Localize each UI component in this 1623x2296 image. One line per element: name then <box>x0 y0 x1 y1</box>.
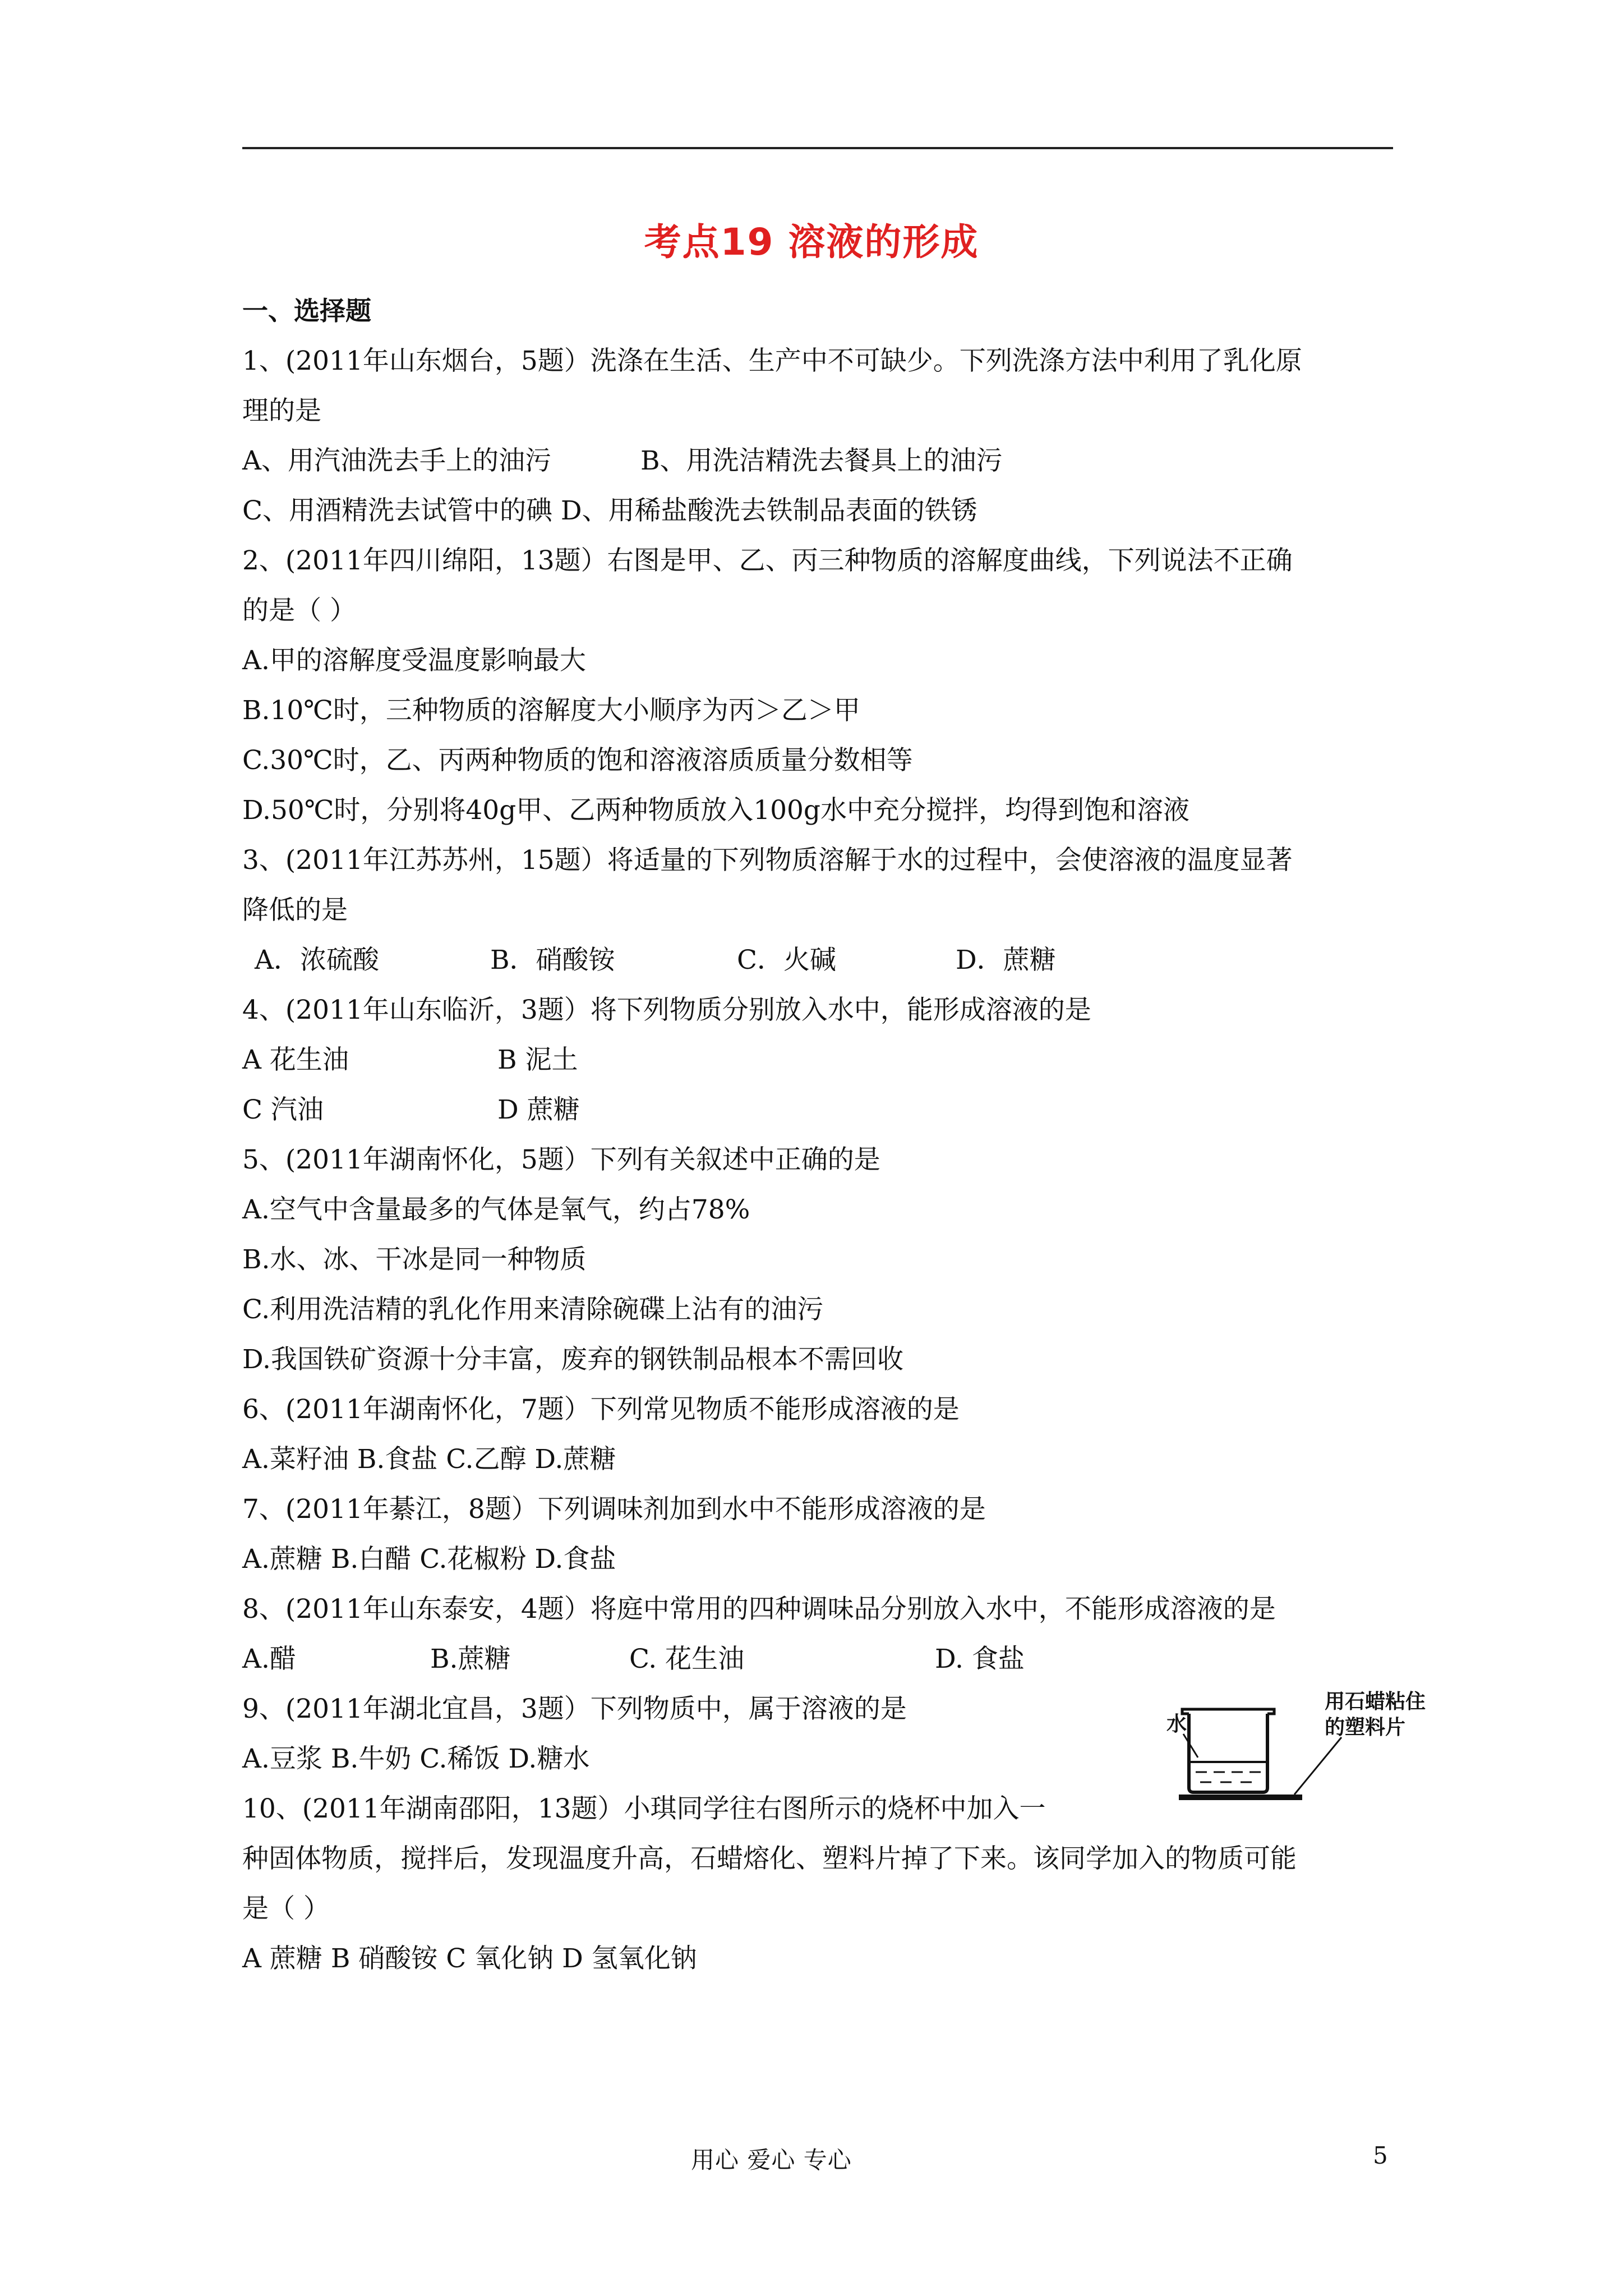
q1-option-b: B、用洗洁精洗去餐具上的油污 <box>640 445 1003 476</box>
q2-stem: 2、(2011年四川绵阳，13题）右图是甲、乙、丙三种物质的溶解度曲线，下列说法不正确 <box>242 545 1293 576</box>
q3-option-b: B．硝酸铵 <box>490 945 615 976</box>
q2-option-d: D.50℃时，分别将40g甲、乙两种物质放入100g水中充分搅拌，均得到饱和溶液 <box>242 795 1190 826</box>
q5-option-b: B.水、冰、干冰是同一种物质 <box>242 1244 587 1275</box>
q5-stem: 5、(2011年湖南怀化，5题）下列有关叙述中正确的是 <box>242 1144 880 1175</box>
q8-stem: 8、(2011年山东泰安，4题）将庭中常用的四种调味品分别放入水中，不能形成溶液的是 <box>242 1594 1276 1625</box>
q3-option-d: D．蔗糖 <box>956 945 1056 976</box>
page-title: 考点19 溶液的形成 <box>644 220 979 264</box>
q4-option-b: B 泥土 <box>497 1045 578 1075</box>
q1-options-cd: C、用酒精洗去试管中的碘 D、用稀盐酸洗去铁制品表面的铁锈 <box>242 495 978 526</box>
q6-stem: 6、(2011年湖南怀化，7题）下列常见物质不能形成溶液的是 <box>242 1394 960 1425</box>
q3-option-c: C．火碱 <box>737 945 836 976</box>
q8-option-c: C. 花生油 <box>629 1644 745 1674</box>
q10-stem-cont: 种固体物质，搅拌后，发现温度升高，石蜡熔化、塑料片掉了下来。该同学加入的物质可能 <box>242 1843 1297 1874</box>
q3-stem: 3、(2011年江苏苏州，15题）将适量的下列物质溶解于水的过程中，会使溶液的温度显著 <box>242 845 1293 876</box>
q5-option-d: D.我国铁矿资源十分丰富，废弃的钢铁制品根本不需回收 <box>242 1344 903 1375</box>
q3-stem-cont: 降低的是 <box>242 895 348 926</box>
q10-stem: 10、(2011年湖南邵阳，13题）小琪同学往右图所示的烧杯中加入一 <box>242 1793 1046 1824</box>
q8-option-d: D. 食盐 <box>935 1644 1025 1674</box>
q8-option-b: B.蔗糖 <box>430 1644 511 1674</box>
page-number: 5 <box>1373 2142 1388 2169</box>
q1-stem-cont: 理的是 <box>242 395 321 426</box>
q4-stem: 4、(2011年山东临沂，3题）将下列物质分别放入水中，能形成溶液的是 <box>242 995 1091 1025</box>
section-heading: 一、选择题 <box>242 296 371 326</box>
q6-options: A.菜籽油 B.食盐 C.乙醇 D.蔗糖 <box>242 1444 616 1475</box>
q2-option-c: C.30℃时，乙、丙两种物质的饱和溶液溶质质量分数相等 <box>242 745 913 776</box>
q7-stem: 7、(2011年綦江，8题）下列调味剂加到水中不能形成溶液的是 <box>242 1494 986 1525</box>
q3-options <box>242 935 1393 985</box>
q5-option-a: A.空气中含量最多的气体是氧气，约占78% <box>242 1194 750 1225</box>
q1-option-a: A、用汽油洗去手上的油污 <box>242 445 551 476</box>
q10-options: A 蔗糖 B 硝酸铵 C 氧化钠 D 氢氧化钠 <box>242 1943 697 1974</box>
footer-motto: 用心 爱心 专心 <box>691 2146 852 2174</box>
q1-stem: 1、(2011年山东烟台，5题）洗涤在生活、生产中不可缺少。下列洗涤方法中利用了乳化原 <box>242 346 1302 376</box>
q10-stem-cont2: 是（ ） <box>242 1893 330 1924</box>
q5-option-c: C.利用洗洁精的乳化作用来清除碗碟上沾有的油污 <box>242 1294 824 1325</box>
q2-option-a: A.甲的溶解度受温度影响最大 <box>242 645 586 676</box>
wax-plastic-label: 用石蜡粘住的塑料片 <box>1325 1690 1426 1739</box>
q9-stem: 9、(2011年湖北宜昌，3题）下列物质中，属于溶液的是 <box>242 1694 907 1724</box>
q2-stem-cont: 的是（ ） <box>242 595 356 626</box>
water-label: 水 <box>1166 1713 1187 1736</box>
q3-option-a: A．浓硫酸 <box>255 945 379 976</box>
q4-option-c: C 汽油 <box>242 1094 324 1125</box>
q4-option-a: A 花生油 <box>242 1045 349 1075</box>
q1-options-ab <box>242 436 1393 486</box>
q9-options: A.豆浆 B.牛奶 C.稀饭 D.糖水 <box>242 1743 590 1774</box>
header-rule <box>242 147 1393 149</box>
q4-option-d: D 蔗糖 <box>497 1094 580 1125</box>
q8-option-a: A.醋 <box>242 1644 296 1674</box>
q4-options-cd <box>242 1085 1393 1135</box>
beaker-figure <box>1166 1658 1436 1809</box>
q7-options: A.蔗糖 B.白醋 C.花椒粉 D.食盐 <box>242 1544 616 1575</box>
q2-option-b: B.10℃时，三种物质的溶解度大小顺序为丙＞乙＞甲 <box>242 695 860 726</box>
q4-options-ab <box>242 1035 1393 1085</box>
